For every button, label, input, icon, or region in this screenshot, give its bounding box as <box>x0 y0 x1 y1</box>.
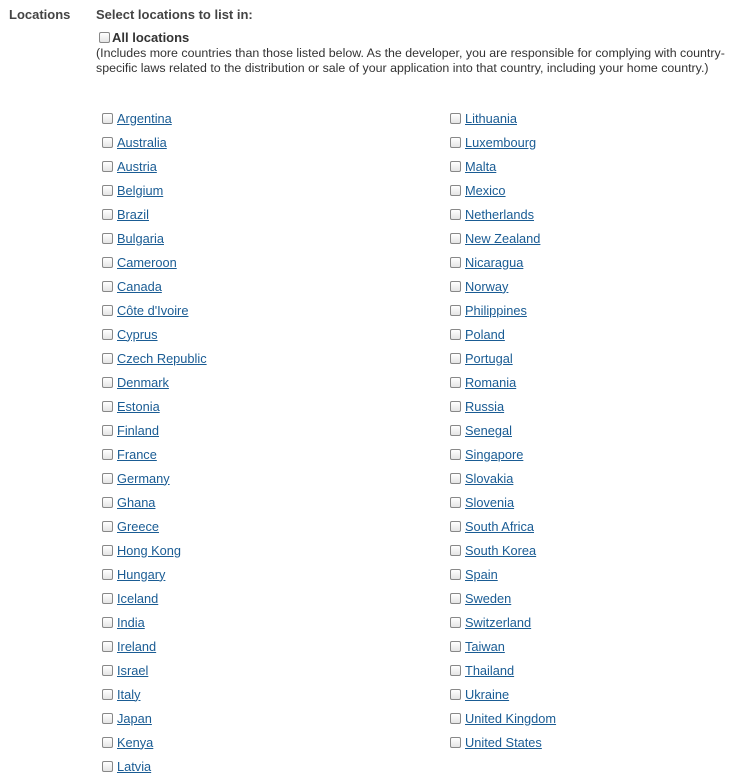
country-link[interactable]: Czech Republic <box>117 350 207 366</box>
country-option[interactable] <box>102 490 207 514</box>
country-option[interactable] <box>450 682 556 706</box>
country-option[interactable] <box>450 442 556 466</box>
country-link[interactable]: Latvia <box>117 758 152 774</box>
country-option[interactable] <box>450 154 556 178</box>
country-checkbox[interactable] <box>450 233 461 244</box>
country-checkbox[interactable] <box>450 569 461 580</box>
country-link[interactable]: Canada <box>117 278 162 294</box>
country-checkbox[interactable] <box>102 305 113 316</box>
country-checkbox[interactable] <box>450 497 461 508</box>
country-checkbox[interactable] <box>450 329 461 340</box>
country-link[interactable]: Taiwan <box>465 638 505 654</box>
country-link[interactable]: Iceland <box>117 590 159 606</box>
country-link[interactable]: Lithuania <box>465 110 517 126</box>
country-link[interactable]: Japan <box>117 710 152 726</box>
country-link[interactable]: Estonia <box>117 398 160 414</box>
country-checkbox[interactable] <box>450 737 461 748</box>
country-link[interactable]: India <box>117 614 145 630</box>
all-locations-label[interactable]: All locations <box>112 29 190 45</box>
country-option[interactable] <box>450 394 556 418</box>
country-option[interactable] <box>450 586 556 610</box>
country-link[interactable]: Romania <box>465 374 517 390</box>
country-option[interactable] <box>450 514 556 538</box>
country-option[interactable] <box>102 274 207 298</box>
country-checkbox[interactable] <box>102 761 113 772</box>
country-option[interactable] <box>102 754 207 778</box>
country-option[interactable] <box>102 562 207 586</box>
country-checkbox[interactable] <box>102 713 113 724</box>
country-option[interactable] <box>450 178 556 202</box>
country-option[interactable] <box>102 298 207 322</box>
country-link[interactable]: Ireland <box>117 638 157 654</box>
country-checkbox[interactable] <box>102 521 113 532</box>
country-link[interactable]: Norway <box>465 278 509 294</box>
country-checkbox[interactable] <box>102 185 113 196</box>
country-checkbox[interactable] <box>102 641 113 652</box>
countries-column-right <box>450 106 556 754</box>
country-link[interactable]: Hong Kong <box>117 542 182 558</box>
country-link[interactable]: Poland <box>465 326 505 342</box>
country-link[interactable]: Denmark <box>117 374 169 390</box>
country-link[interactable]: Israel <box>117 662 149 678</box>
country-option[interactable] <box>450 418 556 442</box>
country-checkbox[interactable] <box>102 497 113 508</box>
country-checkbox[interactable] <box>450 425 461 436</box>
country-checkbox[interactable] <box>450 257 461 268</box>
country-link[interactable]: Australia <box>117 134 167 150</box>
country-option[interactable] <box>102 250 207 274</box>
country-option[interactable] <box>450 634 556 658</box>
country-link[interactable]: France <box>117 446 157 462</box>
all-locations-note: (Includes more countries than those listed below. As the developer, you are responsible for complying with country-specific laws related to the distribution or sale of your application into that country, including your home country.) <box>96 46 725 75</box>
country-link[interactable]: Belgium <box>117 182 164 198</box>
country-checkbox[interactable] <box>450 281 461 292</box>
country-checkbox[interactable] <box>450 593 461 604</box>
country-checkbox[interactable] <box>102 281 113 292</box>
country-checkbox[interactable] <box>450 641 461 652</box>
country-checkbox[interactable] <box>450 521 461 532</box>
country-checkbox[interactable] <box>450 473 461 484</box>
country-link[interactable]: Germany <box>117 470 170 486</box>
country-option[interactable] <box>102 226 207 250</box>
country-link[interactable]: Luxembourg <box>465 134 537 150</box>
country-link[interactable]: Ukraine <box>465 686 510 702</box>
country-option[interactable] <box>102 442 207 466</box>
country-link[interactable]: Cameroon <box>117 254 177 270</box>
country-checkbox[interactable] <box>450 185 461 196</box>
country-link[interactable]: Argentina <box>117 110 172 126</box>
country-option[interactable] <box>102 370 207 394</box>
country-checkbox[interactable] <box>450 305 461 316</box>
country-option[interactable] <box>450 370 556 394</box>
country-checkbox[interactable] <box>450 401 461 412</box>
country-option[interactable] <box>450 274 556 298</box>
country-option[interactable] <box>102 418 207 442</box>
country-link[interactable]: Sweden <box>465 590 512 606</box>
country-link[interactable]: Italy <box>117 686 141 702</box>
country-option[interactable] <box>102 538 207 562</box>
country-link[interactable]: Portugal <box>465 350 513 366</box>
country-link[interactable]: Mexico <box>465 182 506 198</box>
country-option[interactable] <box>450 202 556 226</box>
country-option[interactable] <box>102 730 207 754</box>
country-option[interactable] <box>102 130 207 154</box>
country-option[interactable] <box>102 514 207 538</box>
country-option[interactable] <box>450 706 556 730</box>
country-option[interactable] <box>450 610 556 634</box>
country-link[interactable]: Nicaragua <box>465 254 524 270</box>
country-option[interactable] <box>450 562 556 586</box>
country-checkbox[interactable] <box>102 689 113 700</box>
country-link[interactable]: Malta <box>465 158 497 174</box>
country-link[interactable]: Spain <box>465 566 498 582</box>
country-checkbox[interactable] <box>450 377 461 388</box>
country-checkbox[interactable] <box>450 113 461 124</box>
country-option[interactable] <box>450 226 556 250</box>
country-link[interactable]: South Africa <box>465 518 535 534</box>
country-option[interactable] <box>102 346 207 370</box>
country-option[interactable] <box>450 538 556 562</box>
country-link[interactable]: Kenya <box>117 734 154 750</box>
country-link[interactable]: Thailand <box>465 662 515 678</box>
country-link[interactable]: Bulgaria <box>117 230 164 246</box>
country-option[interactable] <box>102 586 207 610</box>
country-checkbox[interactable] <box>450 137 461 148</box>
country-option[interactable] <box>102 178 207 202</box>
country-link[interactable]: Greece <box>117 518 159 534</box>
country-checkbox[interactable] <box>450 353 461 364</box>
country-checkbox[interactable] <box>102 401 113 412</box>
country-checkbox[interactable] <box>102 569 113 580</box>
country-option[interactable] <box>450 658 556 682</box>
country-link[interactable]: United Kingdom <box>465 710 557 726</box>
country-option[interactable] <box>450 250 556 274</box>
country-checkbox[interactable] <box>102 257 113 268</box>
country-link[interactable]: Côte d'Ivoire <box>117 302 189 318</box>
country-option[interactable] <box>102 658 207 682</box>
country-link[interactable]: Slovenia <box>465 494 515 510</box>
country-option[interactable] <box>450 466 556 490</box>
country-checkbox[interactable] <box>102 665 113 676</box>
country-checkbox[interactable] <box>102 545 113 556</box>
country-option[interactable] <box>102 682 207 706</box>
country-link[interactable]: Brazil <box>117 206 149 222</box>
country-link[interactable]: Senegal <box>465 422 512 438</box>
country-checkbox[interactable] <box>450 665 461 676</box>
country-option[interactable] <box>450 298 556 322</box>
country-option[interactable] <box>102 706 207 730</box>
country-checkbox[interactable] <box>102 449 113 460</box>
country-link[interactable]: Slovakia <box>465 470 514 486</box>
country-option[interactable] <box>450 730 556 754</box>
country-checkbox[interactable] <box>102 209 113 220</box>
country-checkbox[interactable] <box>450 209 461 220</box>
country-checkbox[interactable] <box>102 737 113 748</box>
country-checkbox[interactable] <box>102 377 113 388</box>
country-link[interactable]: Switzerland <box>465 614 532 630</box>
countries-column-left <box>102 106 207 778</box>
country-option[interactable] <box>450 106 556 130</box>
country-option[interactable] <box>102 202 207 226</box>
country-checkbox[interactable] <box>102 113 113 124</box>
country-checkbox[interactable] <box>102 473 113 484</box>
country-checkbox[interactable] <box>102 137 113 148</box>
country-option[interactable] <box>450 130 556 154</box>
country-checkbox[interactable] <box>450 713 461 724</box>
country-link[interactable]: Singapore <box>465 446 524 462</box>
country-option[interactable] <box>102 466 207 490</box>
country-option[interactable] <box>450 490 556 514</box>
country-option[interactable] <box>102 634 207 658</box>
country-link[interactable]: Hungary <box>117 566 166 582</box>
country-link[interactable]: Philippines <box>465 302 527 318</box>
country-link[interactable]: Cyprus <box>117 326 158 342</box>
country-link[interactable]: United States <box>465 734 542 750</box>
country-checkbox[interactable] <box>102 329 113 340</box>
country-checkbox[interactable] <box>102 617 113 628</box>
country-link[interactable]: Netherlands <box>465 206 535 222</box>
country-checkbox[interactable] <box>102 233 113 244</box>
country-checkbox[interactable] <box>450 449 461 460</box>
country-checkbox[interactable] <box>450 617 461 628</box>
country-option[interactable] <box>102 106 207 130</box>
country-option[interactable] <box>102 154 207 178</box>
country-option[interactable] <box>102 322 207 346</box>
all-locations-checkbox[interactable] <box>99 32 110 43</box>
country-option[interactable] <box>102 610 207 634</box>
country-checkbox[interactable] <box>102 593 113 604</box>
country-link[interactable]: Ghana <box>117 494 156 510</box>
locations-row-label: Locations <box>9 7 71 22</box>
country-option[interactable] <box>102 394 207 418</box>
select-locations-heading: Select locations to list in: <box>96 7 253 22</box>
country-link[interactable]: Austria <box>117 158 157 174</box>
country-option[interactable] <box>450 346 556 370</box>
country-link[interactable]: South Korea <box>465 542 537 558</box>
country-checkbox[interactable] <box>450 689 461 700</box>
country-checkbox[interactable] <box>102 353 113 364</box>
country-checkbox[interactable] <box>102 425 113 436</box>
all-locations-option[interactable] <box>99 29 189 45</box>
country-option[interactable] <box>450 322 556 346</box>
country-checkbox[interactable] <box>102 161 113 172</box>
country-checkbox[interactable] <box>450 161 461 172</box>
country-link[interactable]: Finland <box>117 422 159 438</box>
country-link[interactable]: New Zealand <box>465 230 541 246</box>
country-link[interactable]: Russia <box>465 398 505 414</box>
country-checkbox[interactable] <box>450 545 461 556</box>
